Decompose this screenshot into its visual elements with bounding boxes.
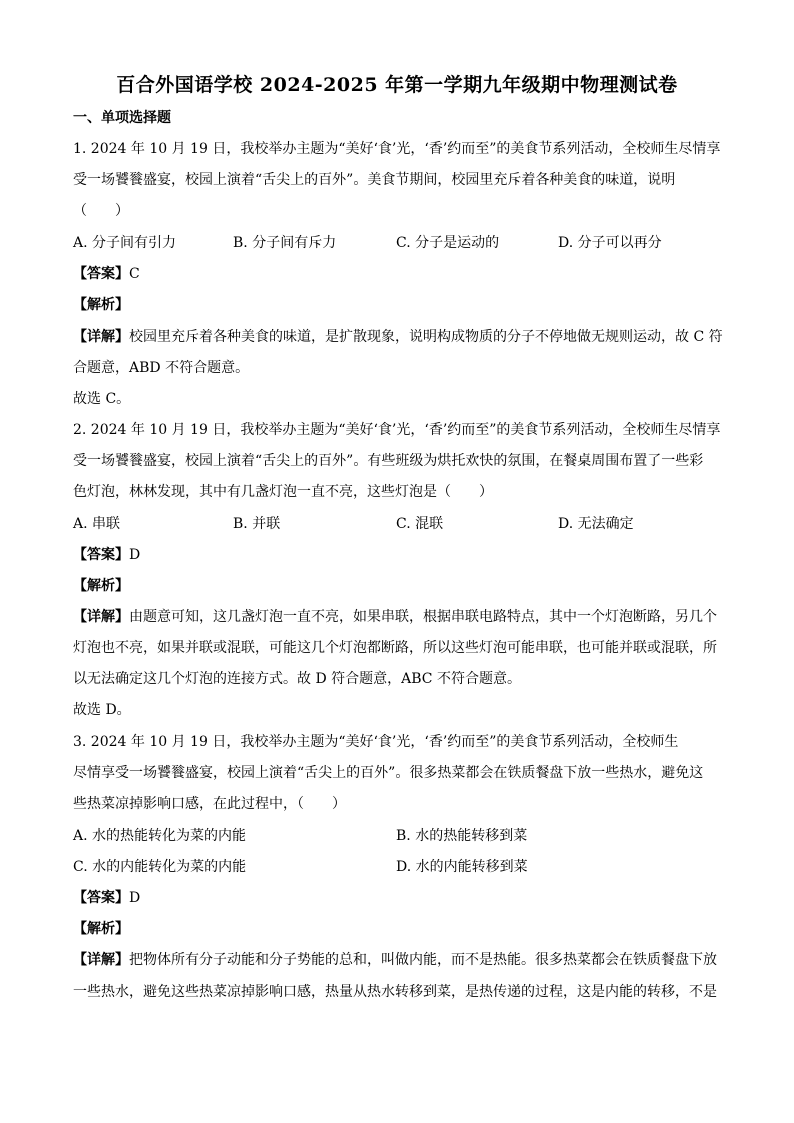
q1-answer	[73, 264, 733, 284]
q2-answer	[73, 545, 733, 565]
q2-stem-line-1: 2. 2024 年 10 月 19 日，我校举办主题为“美好‘食’光，‘香’约而至”的美食节系列活动，全校师生尽情享	[73, 422, 721, 438]
q3-option-b: B. 水的热能转移到菜	[396, 828, 528, 844]
q3-option-d: D. 水的内能转移到菜	[396, 859, 528, 875]
q1-option-b: B. 分子间有斥力	[233, 235, 337, 251]
q2-option-d: D. 无法确定	[558, 516, 634, 532]
q1-option-a: A. 分子间有引力	[73, 235, 177, 251]
q1-option-d: D. 分子可以再分	[558, 235, 662, 251]
q2-detail-line-2: 灯泡也不亮，如果并联或混联，可能这几个灯泡都断路，所以这些灯泡可能串联，也可能并联或混联，所	[73, 640, 717, 656]
q1-stem-line-2: 受一场饕餮盛宴，校园上演着“舌尖上的百外”。美食节期间，校园里充斥着各种美食的味道，说明	[73, 172, 676, 188]
q3-stem-line-3: 些热菜凉掉影响口感，在此过程中，（ ）	[73, 796, 346, 812]
q2-stem-line-3: 色灯泡，林林发现，其中有几盏灯泡一直不亮，这些灯泡是（ ）	[73, 484, 493, 500]
detail-label: 【详解】	[73, 329, 129, 345]
q2-option-c: C. 混联	[396, 516, 444, 532]
answer-label: 【答案】	[73, 266, 129, 282]
q3-stem-line-2: 尽情享受一场饕餮盛宴，校园上演着“舌尖上的百外”。很多热菜都会在铁质餐盘下放一些热水，避免这	[73, 765, 704, 781]
detail-text: 把物体所有分子动能和分子势能的总和，叫做内能，而不是热能。很多热菜都会在铁质餐盘下放	[129, 952, 717, 968]
q1-detail-line-1	[73, 327, 733, 347]
q2-detail-line-3: 以无法确定这几个灯泡的连接方式。故 D 符合题意，ABC 不符合题意。	[73, 671, 521, 687]
q3-answer	[73, 888, 733, 908]
q1-analysis-label: 【解析】	[73, 297, 129, 313]
q1-stem-line-1: 1. 2024 年 10 月 19 日，我校举办主题为“美好‘食’光，‘香’约而至”的美食节系列活动，全校师生尽情享	[73, 141, 721, 157]
detail-text: 校园里充斥着各种美食的味道，是扩散现象，说明构成物质的分子不停地做无规则运动，故 C 符	[129, 329, 723, 345]
detail-label: 【详解】	[73, 609, 129, 625]
detail-label: 【详解】	[73, 952, 129, 968]
q2-analysis-label: 【解析】	[73, 578, 129, 594]
q3-detail-line-1	[73, 950, 733, 970]
q2-detail-line-1	[73, 607, 733, 627]
detail-text: 由题意可知，这几盏灯泡一直不亮，如果串联，根据串联电路特点，其中一个灯泡断路，另几个	[129, 609, 717, 625]
answer-label: 【答案】	[73, 547, 129, 563]
q3-option-c: C. 水的内能转化为菜的内能	[73, 859, 247, 875]
q2-conclusion: 故选 D。	[73, 702, 131, 718]
q3-stem-line-1: 3. 2024 年 10 月 19 日，我校举办主题为“美好‘食’光，‘香’约而至”的美食节系列活动，全校师生	[73, 734, 679, 750]
q2-stem-line-2: 受一场饕餮盛宴，校园上演着“舌尖上的百外”。有些班级为烘托欢快的氛围，在餐桌周围布置了一些彩	[73, 453, 704, 469]
q1-conclusion: 故选 C。	[73, 391, 131, 407]
q3-option-a: A. 水的热能转化为菜的内能	[73, 828, 247, 844]
q2-option-b: B. 并联	[233, 516, 281, 532]
q1-detail-line-2: 合题意，ABD 不符合题意。	[73, 360, 250, 376]
answer-label: 【答案】	[73, 890, 129, 906]
q1-option-c: C. 分子是运动的	[396, 235, 500, 251]
answer-value: D	[129, 890, 141, 906]
answer-value: D	[129, 547, 141, 563]
section-heading: 一、单项选择题	[73, 110, 171, 126]
q3-detail-line-2: 一些热水，避免这些热菜凉掉影响口感，热量从热水转移到菜，是热传递的过程，这是内能的转移，不是	[73, 984, 717, 1000]
answer-value: C	[129, 266, 140, 282]
q1-stem-line-3: （ ）	[73, 203, 129, 219]
q2-option-a: A. 串联	[73, 516, 121, 532]
q3-analysis-label: 【解析】	[73, 921, 129, 937]
page-title: 百合外国语学校 2024-2025 年第一学期九年级期中物理测试卷	[116, 74, 678, 96]
